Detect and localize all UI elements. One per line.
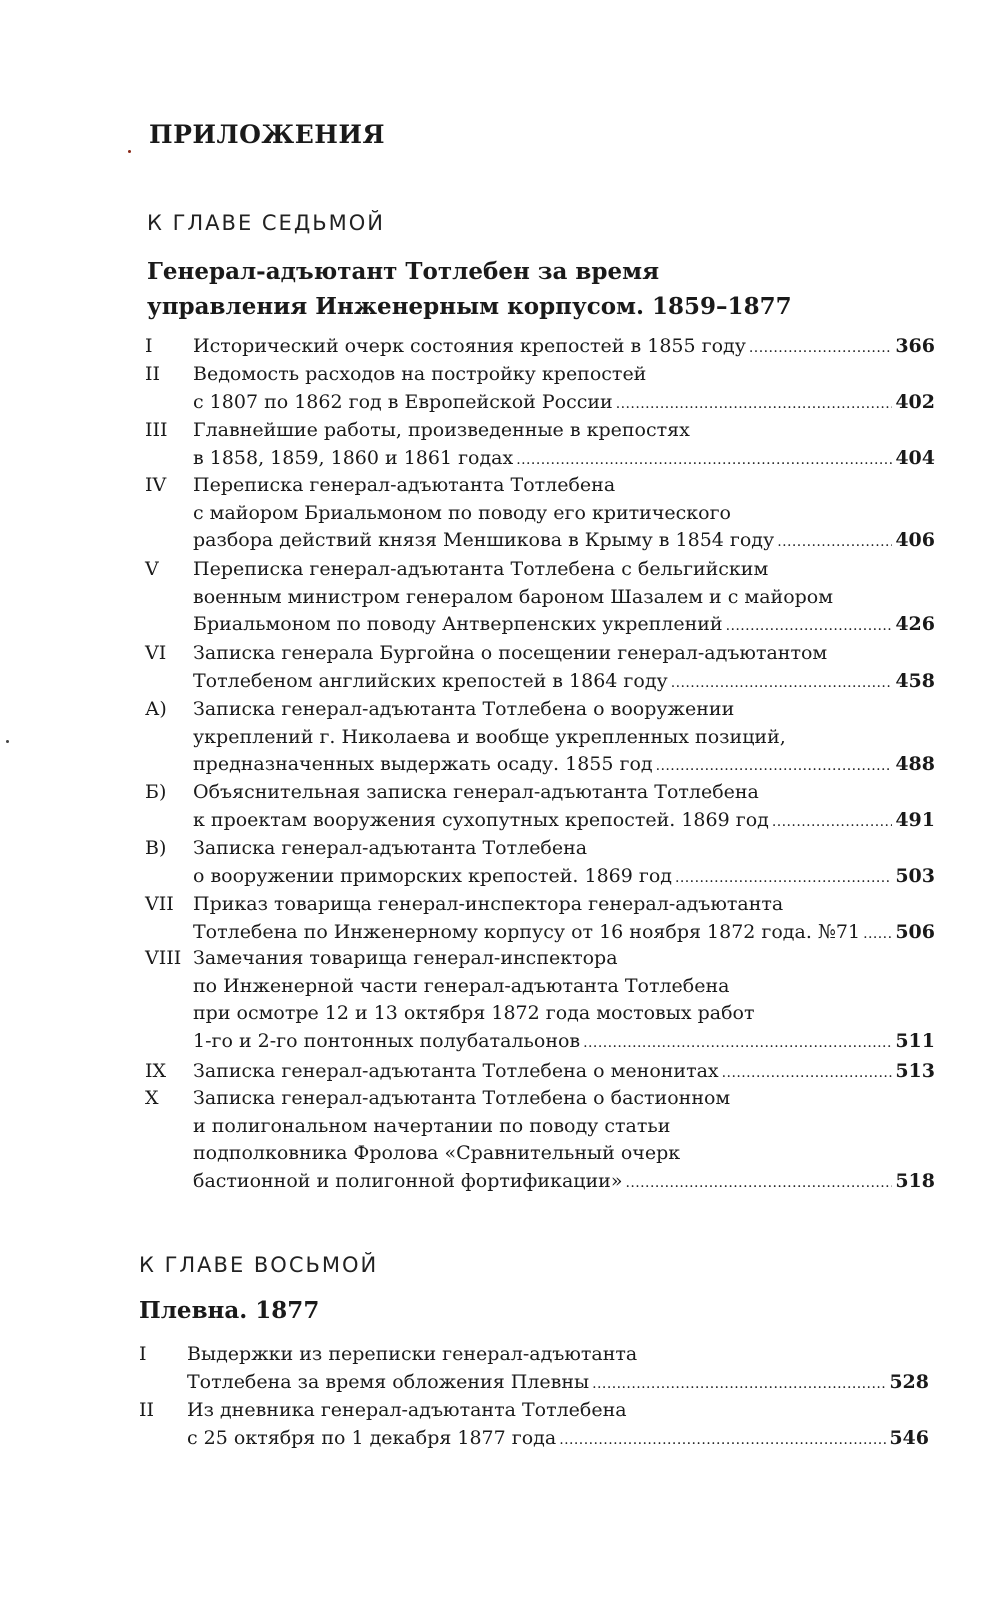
dot-leader — [583, 1027, 892, 1057]
toc-entry-last-line — [193, 610, 935, 640]
toc-page-number: 513 — [895, 1060, 935, 1082]
toc-entry-number: II — [145, 363, 161, 385]
dot-leader — [777, 526, 892, 556]
toc-entry-text: бастионной и полигонной фортификации» — [193, 1170, 623, 1193]
toc-entry-line: Записка генерала Бургойна о посещении генерал-адъютантом — [193, 642, 828, 664]
toc-entry-text: о вооружении приморских крепостей. 1869 год — [193, 864, 672, 887]
toc-entry-number: II — [139, 1399, 155, 1421]
toc-entry-number: VI — [145, 642, 167, 664]
toc-entry-last-line — [193, 444, 935, 474]
dot-leader — [863, 918, 892, 948]
section-label-chapter-8: К ГЛАВЕ ВОСЬМОЙ — [139, 1253, 379, 1277]
toc-page-number: 503 — [895, 864, 935, 887]
toc-entry-text: Тотлебеном английских крепостей в 1864 году — [193, 669, 668, 692]
toc-page-number: 458 — [895, 669, 935, 692]
toc-page-number: 406 — [895, 529, 935, 552]
toc-entry-text: в 1858, 1859, 1860 и 1861 годах — [193, 446, 514, 469]
chapter-heading-line: Плевна. 1877 — [139, 1297, 320, 1324]
dot-leader — [675, 862, 892, 892]
toc-entry-text: с 1807 по 1862 год в Европейской России — [193, 390, 613, 413]
chapter-heading-line: управления Инженерным корпусом. 1859–1877 — [147, 293, 792, 320]
toc-entry-line: Записка генерал-адъютанта Тотлебена — [193, 837, 588, 859]
toc-entry-last-line — [193, 1057, 935, 1087]
toc-entry-number: VII — [145, 893, 174, 915]
toc-entry-text: разбора действий князя Меншикова в Крыму в 1854 году — [193, 529, 775, 552]
section-label-chapter-7: К ГЛАВЕ СЕДЬМОЙ — [147, 211, 386, 235]
toc-entry-last-line — [193, 862, 935, 892]
toc-entry-number: VIII — [145, 947, 182, 969]
toc-entry-line: Переписка генерал-адъютанта Тотлебена — [193, 474, 616, 496]
toc-page-number: 528 — [889, 1371, 929, 1393]
toc-entry-number: V — [145, 558, 159, 580]
toc-page-number: 402 — [895, 390, 935, 413]
toc-entry-number: I — [145, 335, 153, 357]
toc-entry-text: Записка генерал-адъютанта Тотлебена о менонитах — [193, 1060, 719, 1082]
toc-entry-number: В) — [145, 837, 167, 859]
toc-page-number: 488 — [895, 753, 935, 776]
toc-entry-line: Ведомость расходов на постройку крепостей — [193, 363, 647, 385]
toc-page-number: 426 — [895, 613, 935, 636]
dot-leader — [625, 1167, 892, 1197]
toc-entry-line: с майором Бриальмоном по поводу его критического — [193, 501, 731, 524]
dot-leader — [671, 667, 893, 697]
dot-leader — [656, 750, 893, 780]
toc-entry-line: Объяснительная записка генерал-адъютанта Тотлебена — [193, 781, 759, 803]
toc-entry-line: Переписка генерал-адъютанта Тотлебена с бельгийским — [193, 558, 769, 580]
toc-entry-last-line — [193, 332, 935, 362]
toc-page-number: 518 — [895, 1170, 935, 1193]
toc-entry-line: Записка генерал-адъютанта Тотлебена о бастионном — [193, 1087, 731, 1109]
chapter-7-heading — [147, 254, 792, 324]
dot-leader — [749, 332, 892, 362]
toc-entry-number: X — [145, 1087, 159, 1109]
dot-leader — [516, 444, 892, 474]
toc-entry-text: Тотлебена по Инженерному корпусу от 16 ноября 1872 года. №71 — [193, 920, 861, 943]
toc-entry-last-line — [187, 1424, 929, 1454]
toc-entry-number: III — [145, 419, 168, 441]
toc-entry-line: по Инженерной части генерал-адъютанта Тотлебена — [193, 974, 730, 997]
dot-leader — [592, 1368, 886, 1398]
toc-entry-last-line — [193, 667, 935, 697]
toc-entry-number: Б) — [145, 781, 167, 803]
toc-entry-last-line — [193, 750, 935, 780]
toc-entry-line: Записка генерал-адъютанта Тотлебена о вооружении — [193, 698, 735, 720]
toc-page-number: 506 — [895, 920, 935, 943]
toc-page-number: 404 — [895, 446, 935, 469]
toc-entry-text: Тотлебена за время обложения Плевны — [187, 1371, 590, 1393]
toc-entry-last-line — [193, 388, 935, 418]
ink-speck — [128, 150, 131, 153]
dot-leader — [616, 388, 893, 418]
chapter-heading-line: Генерал-адъютант Тотлебен за время — [147, 258, 660, 285]
toc-entry-line: и полигональном начертании по поводу статьи — [193, 1114, 671, 1137]
toc-page-number: 511 — [895, 1030, 935, 1053]
toc-entry-text: предназначенных выдержать осаду. 1855 год — [193, 753, 653, 776]
toc-entry-text: 1-го и 2-го понтонных полубатальонов — [193, 1030, 581, 1053]
toc-entry-line: Приказ товарища генерал-инспектора генерал-адъютанта — [193, 893, 784, 915]
toc-entry-number: А) — [145, 698, 167, 720]
toc-entry-line: Из дневника генерал-адъютанта Тотлебена — [187, 1399, 627, 1421]
dot-leader — [722, 1057, 893, 1087]
toc-page-number: 491 — [895, 808, 935, 831]
toc-entry-line: Выдержки из переписки генерал-адъютанта — [187, 1343, 638, 1365]
toc-page-number: 546 — [889, 1427, 929, 1449]
toc-entry-last-line — [193, 1027, 935, 1057]
toc-entry-line: Замечания товарища генерал-инспектора — [193, 947, 618, 969]
toc-entry-text: Исторический очерк состояния крепостей в 1855 году — [193, 335, 746, 357]
chapter-8-heading — [139, 1293, 319, 1328]
toc-entry-line: укреплений г. Николаева и вообще укрепленных позиций, — [193, 725, 786, 748]
toc-entry-line: подполковника Фролова «Сравнительный очерк — [193, 1142, 681, 1165]
toc-entry-last-line — [193, 1167, 935, 1197]
toc-entry-line: Главнейшие работы, произведенные в крепостях — [193, 419, 690, 441]
toc-entry-last-line — [193, 526, 935, 556]
toc-entry-last-line — [193, 806, 935, 836]
toc-entry-text: с 25 октября по 1 декабря 1877 года — [187, 1427, 557, 1449]
toc-entry-text: к проектам вооружения сухопутных крепостей. 1869 год — [193, 808, 769, 831]
toc-entry-number: IV — [145, 474, 167, 496]
page-title: ПРИЛОЖЕНИЯ — [149, 120, 386, 149]
dot-leader — [772, 806, 893, 836]
toc-entry-last-line — [187, 1368, 929, 1398]
dot-leader — [559, 1424, 886, 1454]
toc-entry-text: Бриальмоном по поводу Антверпенских укреплений — [193, 613, 723, 636]
toc-entry-number: IX — [145, 1060, 167, 1082]
toc-entry-line: при осмотре 12 и 13 октября 1872 года мостовых работ — [193, 1002, 755, 1025]
dot-leader — [726, 610, 893, 640]
toc-page-number: 366 — [895, 335, 935, 357]
toc-entry-line: военным министром генералом бароном Шазалем и с майором — [193, 585, 834, 608]
toc-entry-number: I — [139, 1343, 147, 1365]
ink-speck — [6, 740, 9, 743]
